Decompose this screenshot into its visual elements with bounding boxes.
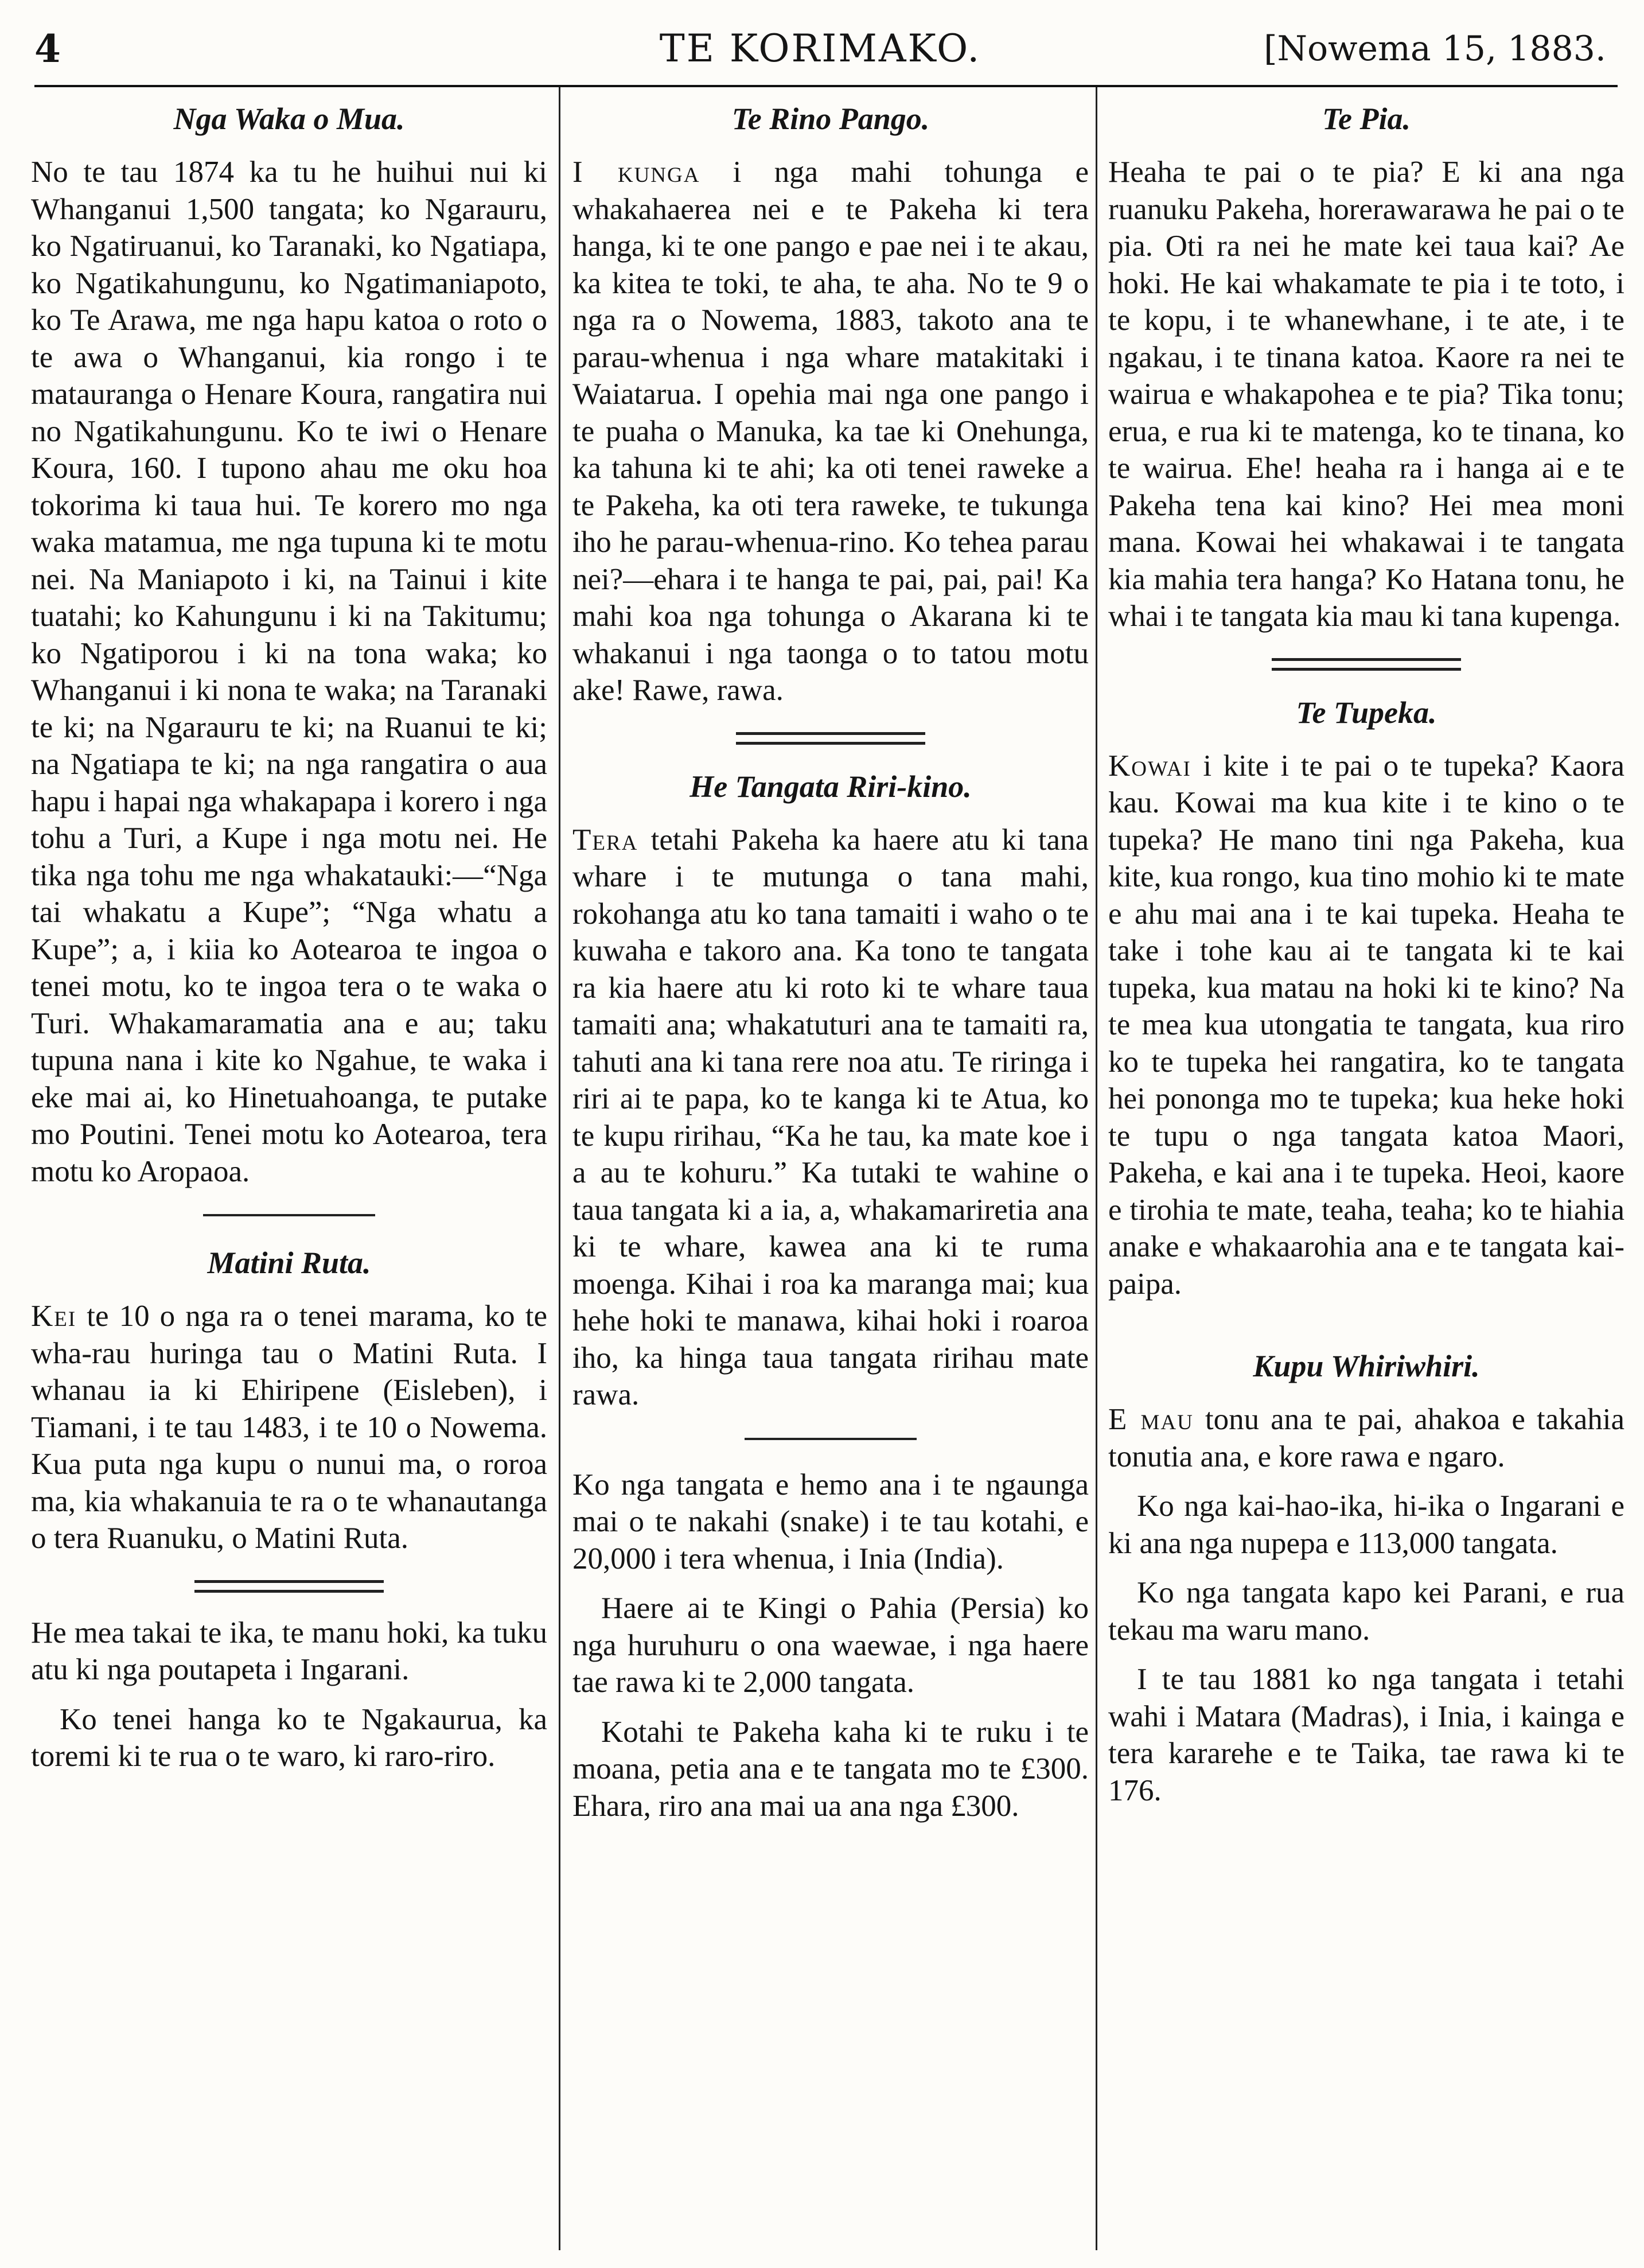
article-title: Te Tupeka.	[1296, 695, 1437, 730]
article-title: Matini Ruta.	[207, 1246, 371, 1280]
page-header	[34, 21, 1606, 84]
article-title: Te Rino Pango.	[731, 102, 930, 136]
lead-word: Kowai	[1108, 749, 1191, 783]
article-paragraph: Ko nga tangata e hemo ana i te ngaunga mai o te nakahi (snake) i te tau kotahi, e 20,000 i tera whenua, i Inia (India).	[572, 1468, 1089, 1575]
lead-word: E mau	[1108, 1403, 1194, 1436]
lead-word: Kei	[31, 1300, 77, 1333]
paragraph-text: i kite i te pai o te tupeka? Kaora kau. Kowai ma kua kite i te kino o te tupeka? He mano tini nga Pakeha, kua kite, kua rongo, kua tino mohio ki te mate e ahu mai ana i te kai tupeka. Heaha te take i tohe kau ai te tangata ki te kai tupeka, kua matau na hoki ki te kino? Na te mea kua utongatia te tangata, kua riro ko te tupeka hei rangatira, ko te tangata hei pononga mo te tupeka; kua heke hoki te tupu o nga tangata katoa Maori, Pakeha, e kai ana i te tupeka. Heoi, kaore e tirohia te mate, teaha, teaha; ko te hiahia anake e whakaarohia ana e te tangata kai-paipa.	[1108, 749, 1624, 1301]
article-paragraph: Kotahi te Pakeha kaha ki te ruku i te moana, petia ana e te tangata mo te £300. Ehara, riro ana mai ua ana nga £300.	[572, 1715, 1089, 1823]
section-double-rule	[736, 732, 925, 745]
section-rule	[745, 1438, 917, 1440]
article-paragraph: No te tau 1874 ka tu he huihui nui ki Whanganui 1,500 tangata; ko Ngarauru, ko Ngatiruanui, ko Taranaki, ko Ngatiapa, ko Ngatikahungunu, ko Ngatimaniapoto, ko Te Arawa, me nga hapu katoa o roto o te awa o Whanganui, kia rongo i te matauranga o Henare Koura, rangatira nui no Ngatikahungunu. Ko te iwi o Henare Koura, 160. I tupono ahau me oku hoa tokorima ki taua hui. Te korero mo nga waka matamua, me nga tupuna ki te motu nei. Na Maniapoto i ki, na Tainui i kite tuatahi; ko Kahungunu i ki na Takitumu; ko Ngatiporou i ki na tona waka; ko Whanganui i ki nona te waka; na Taranaki te ki; na Ngarauru te ki; na Ruanui te ki; na Ngatiapa te ki; na nga rangatira o aua hapu i hapai nga whakapapa i korero i nga tohu a Turi, a Kupe i nga motu nei. He tika nga tohu me nga whakatauki:—“Nga tai whakatu a Kupe”; “Nga whatu a Kupe”; a, i kiia ko Aotearoa te ingoa o tenei motu, ko te ingoa tera o te waka o Turi. Whakamaramatia ana e au; taku tupuna nana i kite ko Ngahue, te waka i eke mai ai, ko Hinetuahoanga, te putake mo Poutini. Tenei motu ko Aotearoa, tera motu ko Aropaoa.	[31, 155, 547, 1188]
section-double-rule	[194, 1580, 384, 1593]
lead-word: Tera	[572, 823, 638, 857]
section-rule	[203, 1214, 375, 1216]
page-number: 4	[34, 26, 61, 71]
article-paragraph: Ko nga tangata kapo kei Parani, e rua tekau ma waru mano.	[1108, 1576, 1624, 1647]
paragraph-text: tonu ana te pai, ahakoa e takahia tonutia ana, e kore rawa e ngaro.	[1108, 1403, 1624, 1473]
section-double-rule	[1272, 658, 1461, 671]
article-paragraph: Ko tenei hanga ko te Ngakaurua, ka toremi ki te rua o te waro, ki raro-riro.	[31, 1702, 547, 1773]
column-2	[572, 91, 1089, 1824]
section-gap	[1108, 1302, 1624, 1338]
article-paragraph	[572, 822, 1089, 1414]
article-paragraph	[31, 1298, 547, 1557]
column-divider	[1096, 87, 1097, 2250]
column-3	[1108, 91, 1624, 1809]
column-1	[31, 91, 547, 1775]
paragraph-text: tetahi Pakeha ka haere atu ki tana whare i te mutunga o tana mahi, rokohanga atu ko tana tamaiti i waho o te kuwaha e takoro ana. Ka tono te tangata ra kia haere atu ki roto ki te whare taua tamaiti ana; whakatuturi ana te tamaiti ra, tahuti ana ki tana rere noa atu. Te riringa i riri ai te papa, ko te kanga ki te Atua, ko te kupu ririhau, “Ka he tau, ka mate koe i a au te kohuru.” Ka tutaki te wahine o taua tangata ki a ia, a, whakamariretia ana ki te whare, kawea ana ki te ruma moenga. Kihai i roa ka maranga mai; kua hehe hoki te manawa, kihai hoki i roaroa iho, ka hinga taua tangata ririhau mate rawa.	[572, 823, 1089, 1411]
article-paragraph	[1108, 1401, 1624, 1475]
paragraph-text: i nga mahi tohunga e whakahaerea nei e te Pakeha ki tera hanga, ki te one pango e pae nei i te akau, ka kitea te toki, te aha, te aha. No te 9 o nga ra o Nowema, 1883, takoto ana te parau-whenua i nga whare matakitaki i Waiatarua. I opehia mai nga one pango i te puaha o Manuka, ka tae ki Onehunga, ka tahuna ki te ahi; ka oti tenei raweke a te Pakeha, ka oti tera raweke, te tukunga iho he parau-whenua-rino. Ko tehea parau nei?—ehara i te hanga te pai, pai, pai! Ka mahi koa nga tohunga o Akarana ki te whakanui i nga taonga o to tatou motu ake! Rawe, rawa.	[572, 155, 1089, 707]
article-title: Nga Waka o Mua.	[173, 102, 405, 136]
paragraph-text: te 10 o nga ra o tenei marama, ko te wha-rau huringa tau o Matini Ruta. I whanau ia ki Ehiripene (Eisleben), i Tiamani, i te tau 1483, i te 10 o Nowema. Kua puta nga kupu o nunui ma, o roroa ma, kia whakanuia te ra o te whanautanga o tera Ruanuku, o Matini Ruta.	[31, 1300, 547, 1555]
article-paragraph: I te tau 1881 ko nga tangata i tetahi wahi i Matara (Madras), i Inia, i kainga e tera kararehe e te Taika, tae rawa ki te 176.	[1108, 1663, 1624, 1807]
article-title: Te Pia.	[1322, 102, 1411, 136]
issue-date: [Nowema 15, 1883.	[1264, 29, 1606, 69]
article-paragraph	[1108, 748, 1624, 1303]
article-paragraph: Heaha te pai o te pia? E ki ana nga ruanuku Pakeha, horerawarawa he pai o te pia. Oti ra nei he mate kei taua kai? Ae hoki. He kai whakamate te pia i te toto, i te kopu, i te whanewhane, i te ate, i te ngakau, i te tinana katoa. Kaore ra nei te wairua e whakapohea e te pia? Tika tonu; erua, e rua ki te matenga, ko te tinana, ko te wairua. Ehe! heaha ra i hanga ai e te Pakeha tena kai kino? Hei mea moni mana. Kowai hei whakawai i te tangata kia mahia tera hanga? Ko Hatana tonu, he whai i te tangata kia mau ki tana kupenga.	[1108, 155, 1624, 633]
article-title: He Tangata Riri-kino.	[689, 769, 972, 804]
column-divider	[559, 87, 560, 2250]
lead-word: I kunga	[572, 155, 700, 189]
article-title: Kupu Whiriwhiri.	[1253, 1349, 1480, 1383]
masthead-title: TE KORIMAKO.	[659, 26, 981, 71]
article-paragraph: He mea takai te ika, te manu hoki, ka tuku atu ki nga poutapeta i Ingarani.	[31, 1616, 547, 1686]
header-rule	[34, 85, 1618, 87]
article-paragraph: Ko nga kai-hao-ika, hi-ika o Ingarani e ki ana nga nupepa e 113,000 tangata.	[1108, 1489, 1624, 1560]
article-paragraph	[572, 154, 1089, 709]
article-paragraph: Haere ai te Kingi o Pahia (Persia) ko nga huruhuru o ona waewae, i nga haere tae rawa ki te 2,000 tangata.	[572, 1592, 1089, 1699]
